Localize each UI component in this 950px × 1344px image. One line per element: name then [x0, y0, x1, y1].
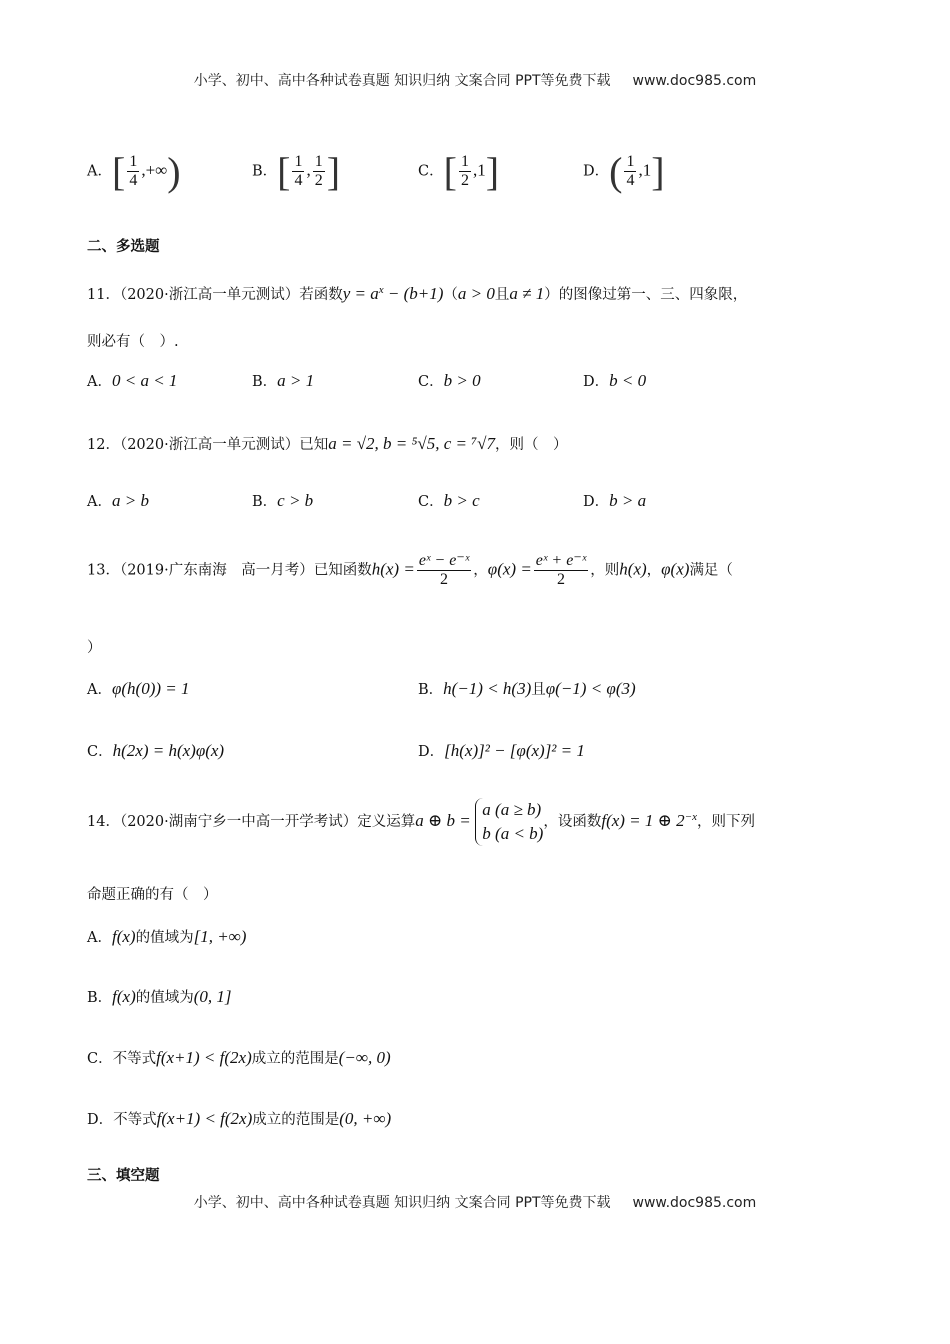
q13-stem-line2: ）: [87, 640, 102, 656]
q13-option-c: C．h(2x) = h(x)φ(x): [87, 741, 225, 760]
piecewise-cases: a (a ≥ b) b (a < b): [475, 798, 543, 846]
q13-option-a: A．φ(h(0)) = 1: [87, 679, 190, 698]
page-header: [0, 70, 950, 90]
q14-option-a: A．f(x)的值域为[1, +∞): [87, 927, 247, 946]
footer-text: 小学、初中、高中各种试卷真题 知识归纳 文案合同 PPT等免费下载: [193, 1195, 611, 1211]
q12-stem: 12．（2020·浙江高一单元测试）已知a = √2, b = ⁵√5, c = ⁷√7，则（ ）: [87, 434, 568, 453]
q12-option-d: D．b > a: [583, 491, 647, 510]
q10-option-b: B．[ $\frac{1}{4}$ , $\frac{1}{2}$ ]: [252, 149, 341, 194]
footer-site: www.doc985.com: [632, 1195, 757, 1211]
q13-stem: 13．（2019·广东南海 高一月考）已知函数h(x) = $\frac{\text{eˣ − e⁻ˣ}}{2}$ ，φ(x) = $\frac{\text{eˣ + e⁻ˣ}}{2}$ ，则h(x)，φ(x)满足（: [87, 552, 733, 588]
q14-option-c: C．不等式f(x+1) < f(2x)成立的范围是(−∞, 0): [87, 1048, 391, 1067]
page-footer: [0, 1192, 950, 1212]
header-text: 小学、初中、高中各种试卷真题 知识归纳 文案合同 PPT等免费下载: [193, 73, 611, 89]
fraction: $\frac{1}{4}$: [129, 153, 138, 189]
section-title-multi: 二、多选题: [87, 239, 160, 255]
q11-option-c: C．b > 0: [418, 371, 481, 390]
q14-stem: 14．（2020·湖南宁乡一中高一开学考试）定义运算a ⊕ b = a (a ≥ b) b (a < b) ，设函数f(x) = 1 ⊕ $2^{-x}$，则下列: [87, 798, 755, 846]
q12-option-a: A．a > b: [87, 491, 149, 510]
q12-option-c: C．b > c: [418, 491, 480, 510]
q11-option-a: A．0 < a < 1: [87, 371, 178, 390]
header-site: www.doc985.com: [632, 73, 757, 89]
q14-stem-line2: 命题正确的有（ ）: [87, 887, 218, 903]
q10-option-d: D．( $\frac{1}{4}$ ,1]: [583, 149, 665, 194]
section-title-fill: 三、填空题: [87, 1168, 160, 1184]
q10-option-a: A．[ $\frac{1}{4}$ ,+∞): [87, 149, 181, 194]
q13-option-d: D．[h(x)]² − [φ(x)]² = 1: [418, 741, 585, 760]
q14-option-b: B．f(x)的值域为(0, 1]: [87, 987, 232, 1006]
q11-stem: 11．（2020·浙江高一单元测试）若函数$y = a^x - (b+1)(a > 0$且a ≠ 1）的图像过第一、三、四象限，: [87, 283, 748, 303]
q14-option-d: D．不等式f(x+1) < f(2x)成立的范围是(0, +∞): [87, 1109, 392, 1128]
q13-option-b: B．h(−1) < h(3)且φ(−1) < φ(3): [418, 679, 636, 698]
q10-option-c: C．[ $\frac{1}{2}$ ,1]: [418, 149, 500, 194]
q11-stem-line2: 则必有（ ）.: [87, 334, 179, 350]
q11-option-d: D．b < 0: [583, 371, 647, 390]
q12-option-b: B．c > b: [252, 491, 314, 510]
q11-option-b: B．a > 1: [252, 371, 315, 390]
